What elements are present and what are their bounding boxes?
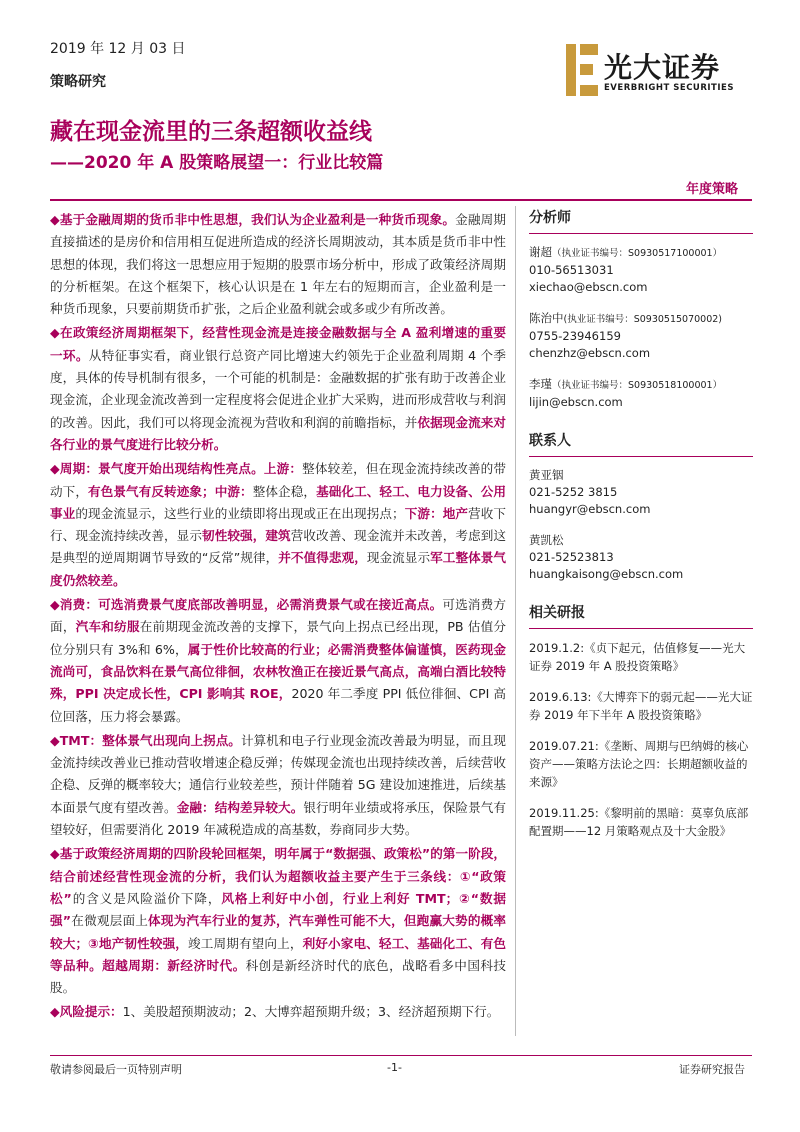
footer-disclaimer: 敬请参阅最后一页特别声明 [50,1063,182,1076]
column-divider [515,206,516,1036]
paragraph-text: 营收下行、现金流持续改善，显示 [50,505,507,544]
paragraph-risk [50,1001,506,1023]
contact-name: 黄亚铟 [529,468,564,482]
paragraph-highlight: ①“政策松” [50,868,506,906]
paragraph-cashflow [50,322,506,456]
contact-card [529,467,753,518]
analyst-phone: 010-56513031 [529,263,614,277]
paragraph-highlight: 韧性较强，建筑 [202,528,291,544]
logo-chinese-name: 光大证券 [604,51,721,84]
paragraph-lead: ◆周期：景气度开始出现结构性亮点。上游： [50,461,303,477]
paragraph-excess-return [50,843,506,999]
contact-phone: 021-5252 3815 [529,485,618,499]
footer-report-type: 证券研究报告 [679,1063,745,1076]
paragraph-text: 在前期现金流改善的支撑下，景气向上拐点已经出现，PB 估值分位分别只有 3%和 6%， [50,619,507,657]
paragraph-text: 整体企稳， [252,483,317,499]
paragraph-highlight: ③地产韧性较强， [88,935,189,951]
report-category: 策略研究 [50,74,106,90]
paragraph-lead: ◆基于政策经济周期的四阶段轮回框架，明年属于“数据强、政策松”的第一阶段，结合前述经营性现金流的分析，我们认为超额收益主要产生于三条线： [50,846,506,884]
analyst-phone: 0755-23946159 [529,329,621,343]
analyst-name: 谢超 [529,245,552,259]
paragraph-text: 营收改善、现金流并未改善，考虑到这是典型的逆周期调节导致的“反常”规律， [50,528,507,566]
analyst-cert: （执业证书编号：S0930517100001） [552,248,723,259]
related-research-heading: 相关研报 [529,605,585,621]
paragraph-text: 竣工周期有望向上， [188,935,303,951]
paragraph-text: 在微观层面上 [71,913,149,929]
paragraph-highlight: 有色景气有反转迹象；中游： [88,483,253,499]
paragraph-highlight: 属于性价比较高的行业；必需消费整体偏谨慎，医药现金流尚可，食品饮料在景气高位徘徊，农林牧渔正在接近景气高点，高端白酒比较特殊，PPI 决定成长性，CPI 影响其 ROE， [50,641,506,702]
paragraph-text: 从特征事实看，商业银行总资产同比增速大约领先于企业盈利周期 4 个季度，具体的传导机制有很多，一个可能的机制是：金融数据的扩张有助于改善企业现金流，企业现金流改善到一定程度将会促进企业扩大采购，进而形成营收与利润的改善。因此，我们可以将现金流视为营收和利润的前瞻指标，并 [50,347,506,430]
paragraph-text: 2020 年二季度 PPI 低位徘徊、CPI 高位回落，压力将会暴露。 [50,686,506,724]
paragraph-monetary [50,209,506,320]
analyst-card [529,376,753,411]
paragraph-highlight: 利好小家电、轻工、基础化工、有色等品种。超越周期：新经济时代。 [50,935,507,973]
report-type-tag: 年度策略 [686,182,739,197]
analyst-email: chenzhz@ebscn.com [529,346,651,360]
footer-divider [50,1055,752,1056]
contact-email: huangkaisong@ebscn.com [529,567,684,581]
paragraph-text: 计算机和电子行业现金流改善最为明显，而且现金流持续改善业已推动营收增速企稳反弹；传媒现金流也出现持续改善，后续营收企稳、反弹的概率较大；通信行业较差些，预计伴随着 5G 建设加速推进，后续基本面景气度有望改善。 [50,732,506,815]
heading-underline [529,456,753,457]
analyst-name: 陈治中 [529,311,564,325]
related-report-item[interactable]: 2019.1.2:《贞下起元，估值修复——光大证券 2019 年 A 股投资策略》 [529,641,746,673]
related-report-item[interactable]: 2019.6.13:《大博弈下的弱元起——光大证券 2019 年下半年 A 股投资策略》 [529,690,753,722]
paragraph-text: 整体较差，但在现金流持续改善的带动下， [50,461,507,499]
report-subtitle: ——2020 年 A 股策略展望一：行业比较篇 [50,153,384,173]
paragraph-highlight: 并不值得悲观， [278,550,367,566]
analyst-email: lijin@ebscn.com [529,395,623,409]
paragraph-highlight: 风格上利好中小创，行业上利好 TMT； [221,890,459,906]
analyst-heading: 分析师 [529,210,571,226]
paragraph-text: 现金流显示 [366,550,431,566]
paragraph-highlight: 下游：地产 [404,505,469,521]
paragraph-highlight: 汽车和纺服 [75,619,140,635]
contact-email: huangyr@ebscn.com [529,502,651,516]
contact-name: 黄凯松 [529,533,564,547]
paragraph-lead: ◆消费：可选消费景气度底部改善明显，必需消费景气或在接近高点。 [50,597,443,613]
paragraph-tmt [50,730,506,841]
sidebar [529,210,753,853]
paragraph-consumer [50,594,506,728]
analyst-email: xiechao@ebscn.com [529,280,648,294]
heading-underline [529,233,753,234]
paragraph-lead: ◆基于金融周期的货币非中性思想，我们认为企业盈利是一种货币现象。 [50,212,456,227]
logo-mark-icon [566,44,598,96]
paragraph-text: 金融周期直接描述的是房价和信用相互促进所造成的经济长周期波动，其本质是货币非中性思想的体现，我们将这一思想应用于短期的股票市场分析中，形成了政策经济周期的分析框架。在这个框架下，核心认识是在 1 年左右的短期而言，企业盈利是一种货币现象，只要前期货币扩张，之后企业盈利就会或多或少有所改善。 [50,212,507,317]
header-divider [50,199,752,201]
analyst-card [529,244,753,296]
paragraph-text: 的现金流显示，这些行业的业绩即将出现或正在出现拐点； [75,505,405,521]
report-date: 2019 年 12 月 03 日 [50,41,186,57]
paragraph-cyclical [50,458,506,592]
paragraph-lead: ◆风险提示： [50,1004,123,1020]
paragraph-highlight: 体现为汽车行业的复苏，汽车弹性可能不大，但跑赢大势的概率较大； [50,913,507,951]
related-report-item[interactable]: 2019.11.25:《黎明前的黑暗：莫辜负底部配置期——12 月策略观点及十大金股》 [529,806,749,838]
analyst-card [529,310,753,362]
paragraph-text: 1、美股超预期波动；2、大博弈超预期升级；3、经济超预期下行。 [122,1004,500,1020]
logo-english-name: EVERBRIGHT SECURITIES [604,83,734,93]
contact-phone: 021-52523813 [529,550,614,564]
paragraph-text: 银行明年业绩或将承压，保险景气有望较好，但需要消化 2019 年减税造成的高基数，券商同步大势。 [50,799,507,838]
paragraph-text: 可选消费方面， [50,597,507,635]
paragraph-highlight: ②“数据强” [50,890,506,929]
paragraph-highlight: 依据现金流来对各行业的景气度进行比较分析。 [50,414,507,452]
report-title: 藏在现金流里的三条超额收益线 [50,119,372,145]
paragraph-highlight: 基础化工、轻工、电力设备、公用事业 [50,483,507,521]
related-report-item[interactable]: 2019.07.21:《垄断、周期与巴纳姆的核心资产——策略方法论之四：长期超额收益的来源》 [529,739,749,789]
contact-heading: 联系人 [529,433,571,449]
paragraph-text: 科创是新经济时代的底色，战略看多中国科技股。 [50,957,507,996]
page-number: -1- [387,1061,402,1074]
paragraph-highlight: 金融：结构差异较大。 [176,799,304,815]
paragraph-lead: ◆TMT：整体景气出现向上拐点。 [50,732,241,748]
analyst-name: 李瑾 [529,377,552,391]
analyst-cert: (执业证书编号：S0930515070002) [563,314,723,325]
paragraph-highlight: 军工整体景气度仍然较差。 [50,550,507,588]
company-logo [566,44,756,98]
analyst-cert: （执业证书编号：S0930518100001） [552,380,723,391]
paragraph-text: 的含义是风险溢价下降， [71,890,222,906]
paragraph-lead: ◆在政策经济周期框架下，经营性现金流是连接金融数据与全 A 盈利增速的重要一环。 [50,325,506,363]
contact-card [529,532,753,583]
main-body [50,209,506,1026]
heading-underline [529,628,753,629]
